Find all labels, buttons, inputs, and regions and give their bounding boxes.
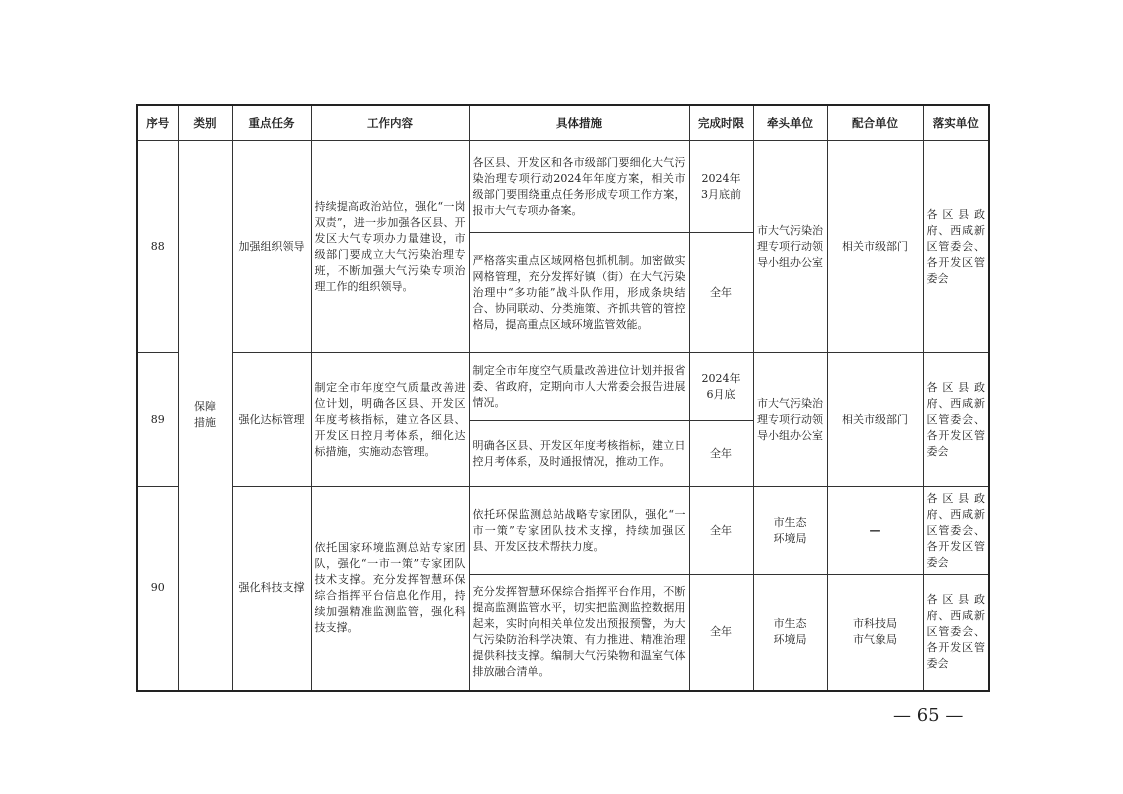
header-measures: 具体措施: [469, 105, 689, 141]
deadline-cell: 2024年 6月底: [689, 353, 753, 421]
partner-unit-cell: —: [827, 487, 923, 575]
header-no: 序号: [137, 105, 178, 141]
task-cell: 强化达标管理: [232, 353, 311, 487]
implement-unit-cell: 各区县政府、西咸新区管委会、各开发区管委会: [923, 487, 989, 575]
task-table: [136, 104, 990, 692]
header-task: 重点任务: [232, 105, 311, 141]
implement-unit-cell: 各区县政府、西咸新区管委会、各开发区管委会: [923, 353, 989, 487]
task-cell: 强化科技支撑: [232, 487, 311, 691]
deadline-cell: 全年: [689, 233, 753, 353]
partner-unit-cell: 相关市级部门: [827, 141, 923, 353]
row-number: 89: [137, 353, 178, 487]
deadline-cell: 2024年 3月底前: [689, 141, 753, 233]
lead-unit-cell: 市生态 环境局: [753, 487, 827, 575]
header-lead: 牵头单位: [753, 105, 827, 141]
measure-cell: 制定全市年度空气质量改善进位计划并报省委、省政府，定期向市人大常委会报告进展情况。: [469, 353, 689, 421]
header-implement: 落实单位: [923, 105, 989, 141]
table-header-row: [137, 105, 989, 141]
row-number: 88: [137, 141, 178, 353]
partner-unit-cell: 相关市级部门: [827, 353, 923, 487]
measure-cell: 严格落实重点区域网格包抓机制。加密做实网格管理，充分发挥好镇（街）在大气污染治理中“多功能”战斗队作用，形成条块结合、协同联动、分类施策、齐抓共管的管控格局，提高重点区域环境监管效能。: [469, 233, 689, 353]
deadline-cell: 全年: [689, 575, 753, 691]
measure-cell: 依托环保监测总站战略专家团队，强化“一市一策”专家团队技术支撑，持续加强区县、开发区技术帮扶力度。: [469, 487, 689, 575]
header-partner: 配合单位: [827, 105, 923, 141]
header-content: 工作内容: [311, 105, 469, 141]
table-row-88a: [137, 141, 989, 233]
header-category: 类别: [178, 105, 232, 141]
page-number: — 65 —: [893, 705, 964, 726]
deadline-cell: 全年: [689, 421, 753, 487]
lead-unit-cell: 市生态 环境局: [753, 575, 827, 691]
content-cell: 持续提高政治站位，强化“一岗双责”，进一步加强各区县、开发区大气专项办力量建设，市级部门要成立大气污染治理专班，不断加强大气污染专项治理工作的组织领导。: [311, 141, 469, 353]
lead-unit-cell: 市大气污染治理专项行动领导小组办公室: [753, 353, 827, 487]
content-cell: 依托国家环境监测总站专家团队，强化“一市一策”专家团队技术支撑。充分发挥智慧环保综合指挥平台信息化作用，持续加强精准监测监管，强化科技支撑。: [311, 487, 469, 691]
header-deadline: 完成时限: [689, 105, 753, 141]
deadline-cell: 全年: [689, 487, 753, 575]
measure-cell: 明确各区县、开发区年度考核指标，建立日控月考体系，及时通报情况，推动工作。: [469, 421, 689, 487]
table-row-89a: [137, 353, 989, 421]
content-cell: 制定全市年度空气质量改善进位计划，明确各区县、开发区年度考核指标，建立各区县、开发区日控月考体系，细化达标措施，实施动态管理。: [311, 353, 469, 487]
task-cell: 加强组织领导: [232, 141, 311, 353]
implement-unit-cell: 各区县政府、西咸新区管委会、各开发区管委会: [923, 575, 989, 691]
row-number: 90: [137, 487, 178, 691]
implement-unit-cell: 各区县政府、西咸新区管委会、各开发区管委会: [923, 141, 989, 353]
lead-unit-cell: 市大气污染治理专项行动领导小组办公室: [753, 141, 827, 353]
measure-cell: 充分发挥智慧环保综合指挥平台作用，不断提高监测监管水平，切实把监测监控数据用起来，实时向相关单位发出预报预警，为大气污染防治科学决策、有力推进、精准治理提供科技支撑。编制大气污染物和温室气体排放融合清单。: [469, 575, 689, 691]
measure-cell: 各区县、开发区和各市级部门要细化大气污染治理专项行动2024年年度方案，相关市级部门要围绕重点任务形成专项工作方案，报市大气专项办备案。: [469, 141, 689, 233]
table-row-90a: [137, 487, 989, 575]
category-cell: 保障 措施: [178, 141, 232, 691]
partner-unit-cell: 市科技局 市气象局: [827, 575, 923, 691]
